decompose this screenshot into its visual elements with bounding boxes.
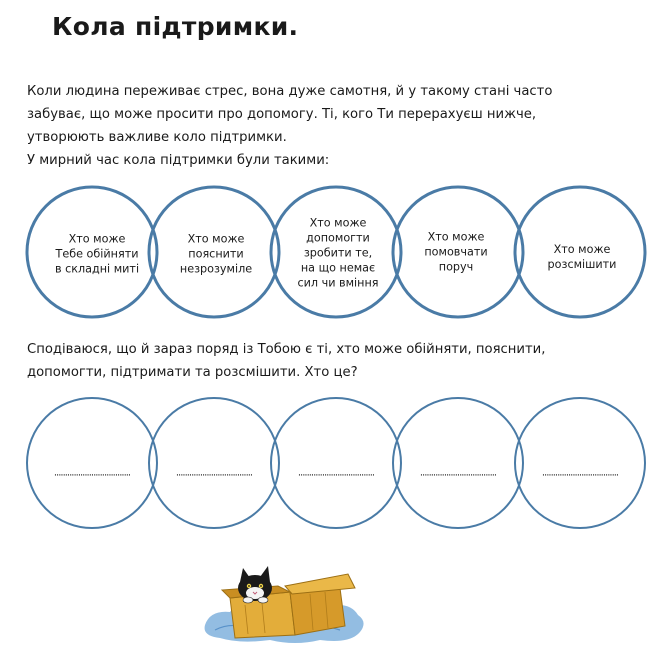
circle-label-laugh: Хто може розсмішити (547, 243, 617, 271)
answer-blank[interactable]: ................................... (297, 467, 375, 479)
page-title: Кола підтримки. (52, 12, 299, 41)
prompt-text (27, 338, 637, 384)
prompt-line: допомогти, підтримати та розсмішити. Хто це? (27, 365, 358, 380)
circle-label-help: Хто може допомогти зробити те, на що немає сил чи вміння (297, 216, 379, 290)
intro-line: утворюють важливе коло підтримки. (27, 130, 287, 145)
answer-circle (393, 398, 523, 528)
answer-circle (271, 398, 401, 528)
answer-circle (27, 398, 157, 528)
prompt-line: Сподіваюся, що й зараз поряд із Тобою є ті, хто може обійняти, пояснити, (27, 342, 546, 357)
cat-in-box-illustration (200, 560, 370, 645)
intro-line: У мирний час кола підтримки були такими: (27, 153, 330, 168)
circle-label-explain: Хто може пояснити незрозуміле (179, 232, 253, 276)
answer-circles-bottom (27, 398, 645, 528)
intro-line: забуває, що може просити про допомогу. Ті, кого Ти перерахуєш нижче, (27, 107, 537, 122)
answer-blank[interactable]: ................................... (175, 467, 253, 479)
circle-label-silent: Хто може помовчати поруч (424, 230, 488, 274)
circle-label-hug: Хто може Тебе обійняти в складні миті (54, 232, 140, 276)
answer-circle (149, 398, 279, 528)
intro-line: Коли людина переживає стрес, вона дуже самотня, й у такому стані часто (27, 84, 553, 99)
answer-blank[interactable]: ................................... (53, 467, 131, 479)
answer-blank[interactable]: ................................... (419, 467, 497, 479)
answer-circle (515, 398, 645, 528)
answer-blank[interactable]: ................................... (541, 467, 619, 479)
